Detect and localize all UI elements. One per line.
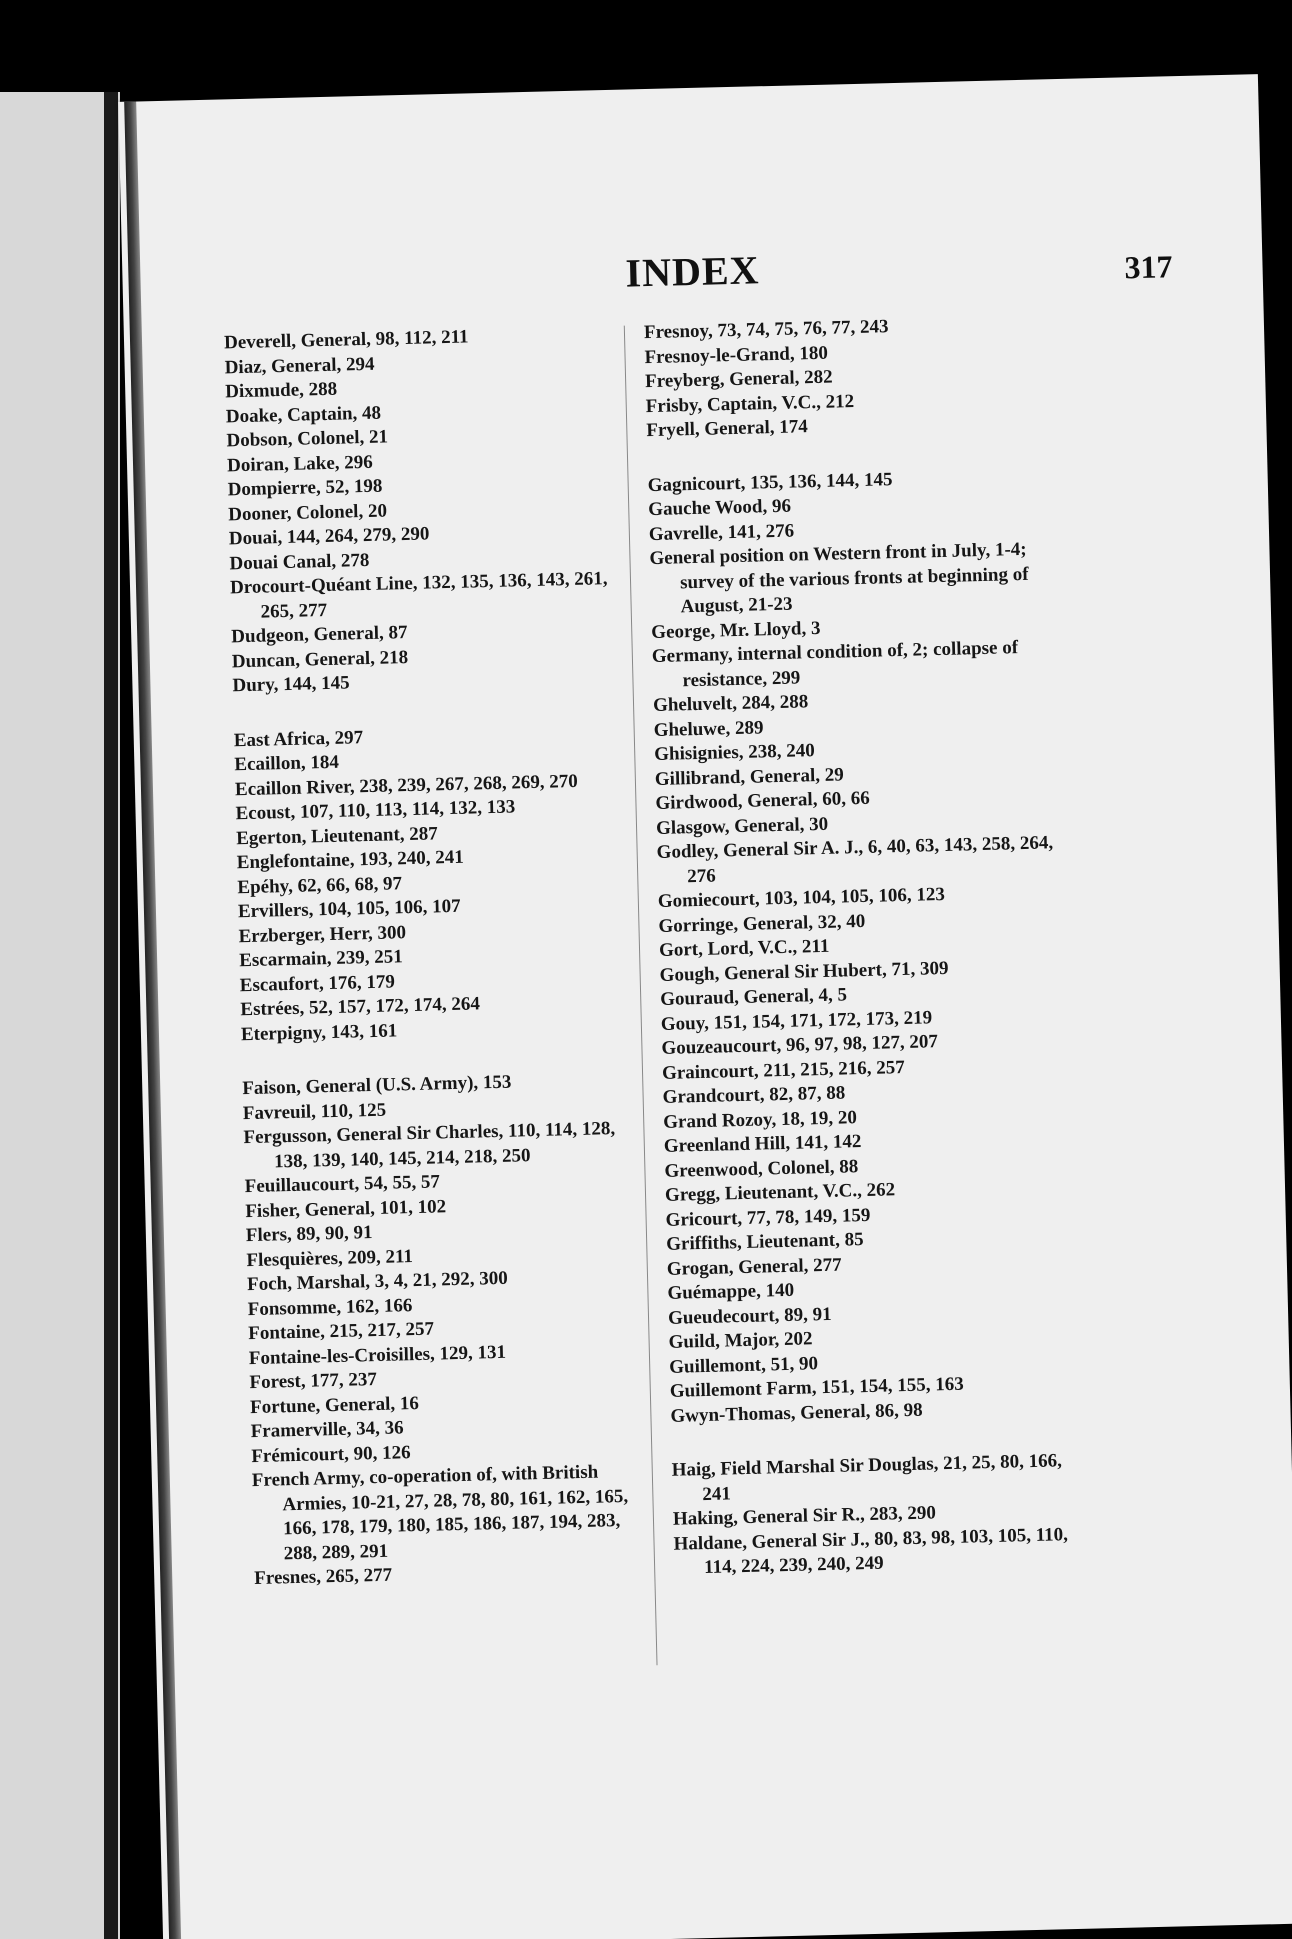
page-spine-edge — [124, 101, 181, 1939]
index-entry: Fryell, General, 174 — [646, 416, 809, 442]
index-entry: Faison, General (U.S. Army), 153 — [242, 1071, 512, 1100]
index-entry: Ghisignies, 238, 240 — [654, 740, 815, 766]
index-entry: Fonsomme, 162, 166 — [247, 1294, 413, 1320]
index-entry: Flesquières, 209, 211 — [246, 1245, 414, 1271]
index-entry: Grandcourt, 82, 87, 88 — [662, 1082, 846, 1108]
index-entry: Gwyn-Thomas, General, 86, 98 — [670, 1399, 923, 1427]
index-entry: George, Mr. Lloyd, 3 — [651, 617, 821, 643]
index-entry: Dury, 144, 145 — [232, 672, 350, 697]
index-entry: Englefontaine, 193, 240, 241 — [236, 846, 464, 874]
index-entry: Gheluwe, 289 — [653, 716, 764, 741]
index-entry: Gouraud, General, 4, 5 — [660, 984, 848, 1010]
index-entry: Favreuil, 110, 125 — [242, 1099, 387, 1124]
index-entry: Gavrelle, 141, 276 — [648, 520, 795, 545]
index-entry: Gorringe, General, 32, 40 — [658, 910, 866, 937]
index-entry: Doiran, Lake, 296 — [226, 451, 373, 476]
index-entry: Feuillaucourt, 54, 55, 57 — [244, 1171, 441, 1198]
index-entry: Haking, General Sir R., 283, 290 — [672, 1502, 937, 1530]
page-title: INDEX — [625, 247, 760, 296]
index-entry: Gort, Lord, V.C., 211 — [658, 935, 830, 961]
index-entry: Dobson, Colonel, 21 — [226, 426, 389, 452]
index-entry: Drocourt-Quéant Line, 132, 135, 136, 143, 261, 265, 277 — [229, 568, 608, 623]
index-entry: Dixmude, 288 — [225, 378, 338, 403]
index-entry: Escaufort, 176, 179 — [239, 970, 396, 996]
index-entry: Gauche Wood, 96 — [648, 495, 792, 521]
book-gutter — [104, 92, 118, 1939]
index-entry: Ervillers, 104, 105, 106, 107 — [237, 895, 461, 923]
index-entry: Gomiecourt, 103, 104, 105, 106, 123 — [657, 883, 946, 912]
index-entry: Doake, Captain, 48 — [225, 402, 382, 427]
index-entry: Godley, General Sir A. J., 6, 40, 63, 143, 258, 264, 276 — [656, 832, 1054, 887]
index-entry: Haig, Field Marshal Sir Douglas, 21, 25, 80, 166, 241 — [671, 1450, 1063, 1505]
index-column-right — [644, 311, 1075, 1581]
index-entry: Dudgeon, General, 87 — [231, 622, 408, 648]
index-entry: Fresnes, 265, 277 — [254, 1564, 393, 1590]
index-entry: Douai, 144, 264, 279, 290 — [228, 523, 430, 550]
index-entry: Gough, General Sir Hubert, 71, 309 — [659, 957, 949, 986]
index-entry: Guillemont Farm, 151, 154, 155, 163 — [669, 1373, 964, 1402]
index-entry: Gagnicourt, 135, 136, 144, 145 — [647, 468, 893, 496]
index-entry: Glasgow, General, 30 — [655, 813, 829, 839]
index-entry: Epéhy, 62, 66, 68, 97 — [237, 872, 403, 898]
index-entry: Guild, Major, 202 — [668, 1328, 813, 1353]
index-entry: Diaz, General, 294 — [224, 353, 375, 378]
index-entry: Gheluvelt, 284, 288 — [652, 691, 809, 717]
index-entry: Duncan, General, 218 — [231, 646, 409, 672]
index-entry: Flers, 89, 90, 91 — [245, 1222, 373, 1247]
index-entry: Dooner, Colonel, 20 — [228, 499, 388, 525]
index-entry: Estrées, 52, 157, 172, 174, 264 — [240, 993, 481, 1021]
index-entry: Framerville, 34, 36 — [250, 1417, 404, 1443]
index-entry: Fortune, General, 16 — [249, 1392, 420, 1418]
index-entry: Guémappe, 140 — [667, 1279, 795, 1304]
index-entry: Griffiths, Lieutenant, 85 — [665, 1229, 864, 1255]
index-entry: Dompierre, 52, 198 — [227, 475, 383, 501]
index-entry: Gregg, Lieutenant, V.C., 262 — [664, 1179, 896, 1206]
index-entry: Ecoust, 107, 110, 113, 114, 132, 133 — [235, 796, 516, 825]
index-page — [118, 74, 1292, 1939]
index-entry: Gueudecourt, 89, 91 — [667, 1303, 832, 1329]
index-entry: Freyberg, General, 282 — [644, 366, 833, 393]
page-number: 317 — [1124, 248, 1173, 286]
index-entry: Fresnoy-le-Grand, 180 — [644, 342, 829, 368]
index-entry: Frisby, Captain, V.C., 212 — [645, 390, 855, 417]
index-entry: Gouzeaucourt, 96, 97, 98, 127, 207 — [661, 1031, 939, 1059]
index-entry: East Africa, 297 — [233, 726, 364, 751]
index-entry: Fisher, General, 101, 102 — [245, 1195, 447, 1222]
index-entry: Gricourt, 77, 78, 149, 159 — [665, 1204, 871, 1231]
index-entry: Germany, internal condition of, 2; collapse of resistance, 299 — [651, 637, 1019, 691]
index-entry: Fontaine, 215, 217, 257 — [248, 1318, 435, 1345]
index-entry: Douai Canal, 278 — [229, 549, 370, 574]
index-entry: Girdwood, General, 60, 66 — [655, 787, 870, 815]
index-entry: Grand Rozoy, 18, 19, 20 — [662, 1106, 858, 1133]
index-entry: Forest, 177, 237 — [249, 1368, 378, 1394]
index-entry: Fergusson, General Sir Charles, 110, 114, 128, 138, 139, 140, 145, 214, 218, 250 — [243, 1118, 616, 1172]
index-entry: Deverell, General, 98, 112, 211 — [223, 326, 469, 354]
index-entry: Fontaine-les-Croisilles, 129, 131 — [248, 1341, 507, 1369]
index-entry: Eterpigny, 143, 161 — [240, 1019, 398, 1045]
index-entry: Ecaillon River, 238, 239, 267, 268, 269, 270 — [234, 770, 579, 800]
index-entry: Erzberger, Herr, 300 — [238, 921, 407, 947]
index-entry: Frémicourt, 90, 126 — [251, 1441, 411, 1467]
index-entry: Greenland Hill, 141, 142 — [663, 1131, 862, 1157]
index-entry: Haldane, General Sir J., 80, 83, 98, 103, 105, 110, 114, 224, 239, 240, 249 — [673, 1523, 1069, 1579]
facing-page-edge — [0, 92, 120, 1939]
index-entry: Grogan, General, 277 — [666, 1254, 842, 1280]
index-entry: Greenwood, Colonel, 88 — [664, 1155, 859, 1182]
index-entry: Guillemont, 51, 90 — [668, 1352, 819, 1378]
index-entry: Gouy, 151, 154, 171, 172, 173, 219 — [660, 1006, 933, 1035]
index-entry: Graincourt, 211, 215, 216, 257 — [661, 1056, 906, 1084]
index-entry: Egerton, Lieutenant, 287 — [235, 822, 439, 849]
index-entry: Ecaillon, 184 — [234, 751, 340, 776]
index-entry: General position on Western front in July, 1-4; survey of the various fronts at beginning of August, 21-23 — [649, 538, 1029, 618]
index-entry: Foch, Marshal, 3, 4, 21, 292, 300 — [246, 1267, 509, 1296]
index-column-left — [224, 322, 655, 1592]
index-entry: Gillibrand, General, 29 — [654, 763, 845, 790]
index-entry: Fresnoy, 73, 74, 75, 76, 77, 243 — [643, 316, 889, 344]
index-entry: Escarmain, 239, 251 — [238, 946, 404, 972]
index-entry: French Army, co-operation of, with British Armies, 10-21, 27, 28, 78, 80, 161, 162, 165, 166, 178, 179, 180, 185, 186, 187, 194, 283, 288, 289, 291 — [251, 1461, 629, 1564]
